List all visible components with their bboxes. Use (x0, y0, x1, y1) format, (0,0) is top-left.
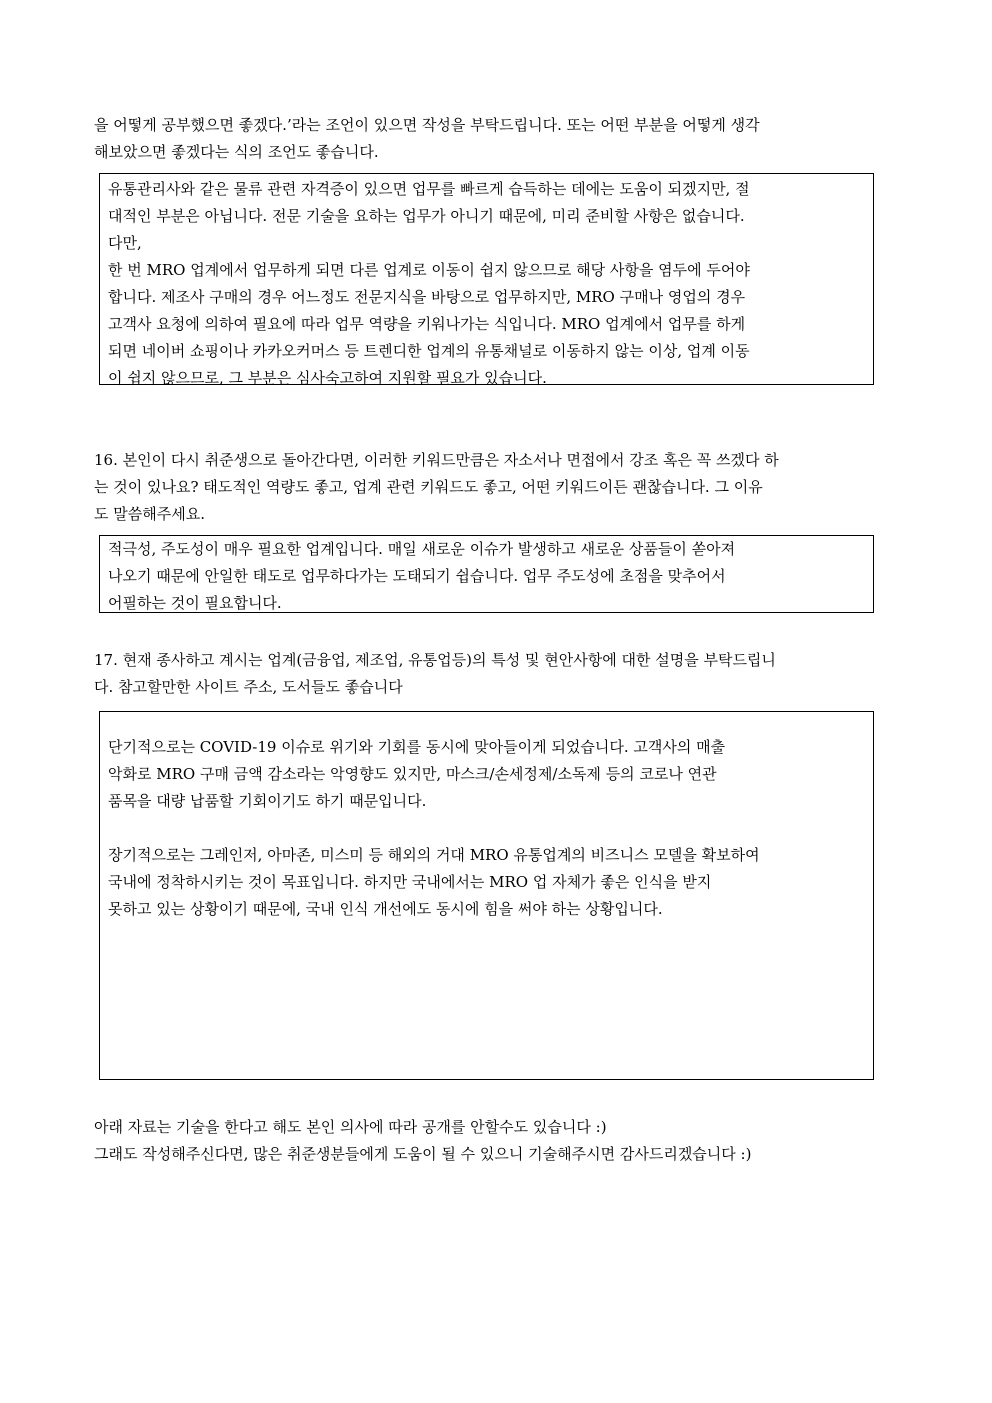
question-line: 도 말씀해주세요. (94, 505, 205, 523)
answer-line: 어필하는 것이 필요합니다. (108, 594, 282, 612)
answer-line: 합니다. 제조사 구매의 경우 어느정도 전문지식을 바탕으로 업무하지만, MRO 구매나 영업의 경우 (108, 288, 746, 306)
answer-15-box[interactable] (99, 173, 874, 385)
question-line: 16. 본인이 다시 취준생으로 돌아간다면, 이러한 키워드만큼은 자소서나 면접에서 강조 혹은 꼭 쓰겠다 하 (94, 451, 779, 469)
question-17 (94, 647, 900, 701)
answer-line: 국내에 정착하시키는 것이 목표입니다. 하지만 국내에서는 MRO 업 자체가 좋은 인식을 받지 (108, 873, 712, 891)
answer-line: 한 번 MRO 업계에서 업무하게 되면 다른 업계로 이동이 쉽지 않으므로 해당 사항을 염두에 두어야 (108, 261, 750, 279)
footer-line: 그래도 작성해주신다면, 많은 취준생분들에게 도움이 될 수 있으니 기술해주시면 감사드리겠습니다 :) (94, 1145, 752, 1163)
intro-paragraph (94, 112, 900, 166)
answer-line: 고객사 요청에 의하여 필요에 따라 업무 역량을 키워나가는 식입니다. MRO 업계에서 업무를 하게 (108, 315, 746, 333)
question-line: 는 것이 있나요? 태도적인 역량도 좋고, 업계 관련 키워드도 좋고, 어떤 키워드이든 괜찮습니다. 그 이유 (94, 478, 763, 496)
paragraph-gap (108, 815, 865, 842)
answer-16-box[interactable] (99, 535, 874, 613)
answer-line: 유통관리사와 같은 물류 관련 자격증이 있으면 업무를 빠르게 습득하는 데에는 도움이 되겠지만, 절 (108, 180, 750, 198)
answer-line: 되면 네이버 쇼핑이나 카카오커머스 등 트렌디한 업계의 유통채널로 이동하지 않는 이상, 업계 이동 (108, 342, 750, 360)
answer-line: 못하고 있는 상황이기 때문에, 국내 인식 개선에도 동시에 힘을 써야 하는 상황입니다. (108, 900, 663, 918)
answer-line: 적극성, 주도성이 매우 필요한 업계입니다. 매일 새로운 이슈가 발생하고 새로운 상품들이 쏟아져 (108, 540, 736, 558)
answer-line: 대적인 부분은 아닙니다. 전문 기술을 요하는 업무가 아니기 때문에, 미리 준비할 사항은 없습니다. (108, 207, 745, 225)
answer-line: 이 쉽지 않으므로, 그 부분은 심사숙고하여 지원할 필요가 있습니다. (108, 369, 547, 387)
answer-line: 나오기 때문에 안일한 태도로 업무하다가는 도태되기 쉽습니다. 업무 주도성에 초점을 맞추어서 (108, 567, 726, 585)
intro-line: 해보았으면 좋겠다는 식의 조언도 좋습니다. (94, 143, 379, 161)
answer-line: 다만, (108, 234, 142, 252)
question-line: 다. 참고할만한 사이트 주소, 도서들도 좋습니다 (94, 678, 403, 696)
answer-line: 품목을 대량 납품할 기회이기도 하기 때문입니다. (108, 792, 427, 810)
question-16 (94, 447, 900, 528)
intro-line: 을 어떻게 공부했으면 좋겠다.’라는 조언이 있으면 작성을 부탁드립니다. 또는 어떤 부분을 어떻게 생각 (94, 116, 760, 134)
answer-line: 단기적으로는 COVID-19 이슈로 위기와 기회를 동시에 맞아들이게 되었습니다. 고객사의 매출 (108, 738, 726, 756)
answer-line: 장기적으로는 그레인저, 아마존, 미스미 등 해외의 거대 MRO 유통업계의 비즈니스 모델을 확보하여 (108, 846, 760, 864)
footer-line: 아래 자료는 기술을 한다고 해도 본인 의사에 따라 공개를 안할수도 있습니다 :) (94, 1118, 607, 1136)
answer-line: 악화로 MRO 구매 금액 감소라는 악영향도 있지만, 마스크/손세정제/소독제 등의 코로나 연관 (108, 765, 717, 783)
footer-note (94, 1114, 900, 1168)
question-line: 17. 현재 종사하고 계시는 업계(금융업, 제조업, 유통업등)의 특성 및 현안사항에 대한 설명을 부탁드립니 (94, 651, 776, 669)
answer-17-box[interactable] (99, 711, 874, 1080)
